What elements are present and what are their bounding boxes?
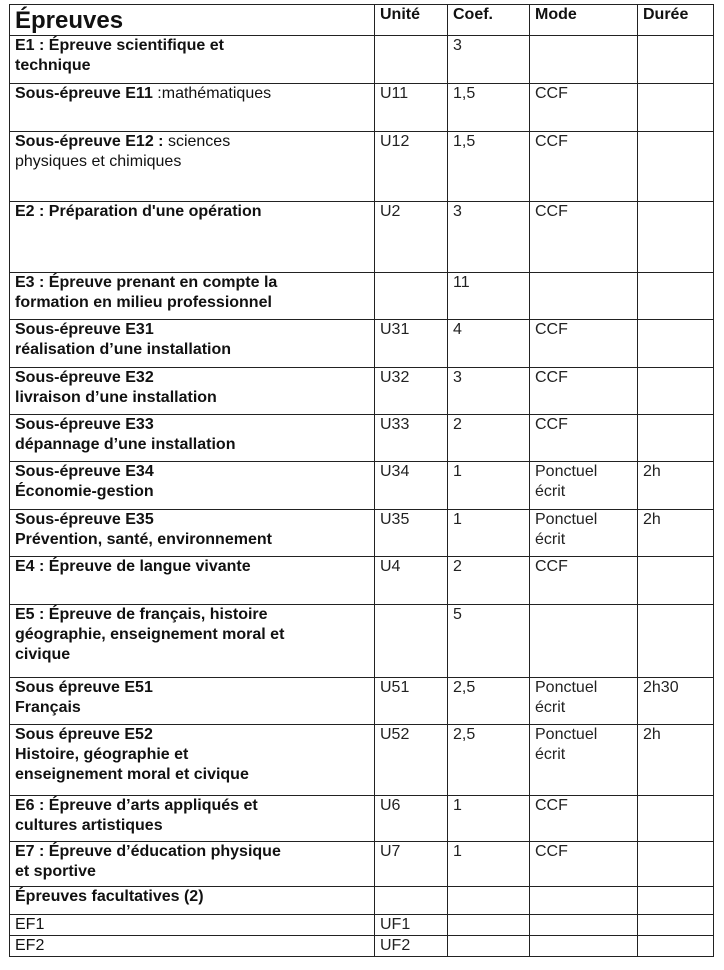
unite-cell: U7	[375, 842, 448, 887]
table-row	[10, 36, 714, 84]
header-mode: Mode	[530, 5, 638, 36]
duree-cell: 2h	[638, 725, 714, 796]
mode-cell: Ponctuel écrit	[530, 510, 638, 557]
mode-cell	[530, 915, 638, 936]
mode-cell: CCF	[530, 796, 638, 842]
coef-cell: 2,5	[448, 725, 530, 796]
table-row	[10, 915, 714, 936]
epreuve-cell: E6 : Épreuve d’arts appliqués et cultures artistiques	[10, 796, 375, 842]
table-row	[10, 320, 714, 368]
epreuve-cell: Sous-épreuve E34 Économie-gestion	[10, 462, 375, 510]
unite-cell: UF1	[375, 915, 448, 936]
table-row	[10, 725, 714, 796]
coef-cell: 5	[448, 605, 530, 678]
table-row	[10, 678, 714, 725]
header-duree: Durée	[638, 5, 714, 36]
header-unite: Unité	[375, 5, 448, 36]
epreuves-table	[9, 4, 714, 957]
unite-cell: U32	[375, 368, 448, 415]
table-row	[10, 462, 714, 510]
mode-cell: Ponctuel écrit	[530, 462, 638, 510]
unite-cell: U31	[375, 320, 448, 368]
mode-cell: CCF	[530, 842, 638, 887]
duree-cell: 2h	[638, 510, 714, 557]
duree-cell	[638, 415, 714, 462]
unite-cell	[375, 605, 448, 678]
unite-cell	[375, 273, 448, 320]
mode-cell: CCF	[530, 202, 638, 273]
mode-cell: CCF	[530, 557, 638, 605]
mode-cell: CCF	[530, 415, 638, 462]
mode-cell	[530, 605, 638, 678]
epreuve-cell: Épreuves facultatives (2)	[10, 887, 375, 915]
unite-cell: UF2	[375, 936, 448, 957]
table-row	[10, 202, 714, 273]
epreuve-cell: EF1	[10, 915, 375, 936]
coef-cell: 3	[448, 36, 530, 84]
coef-cell: 4	[448, 320, 530, 368]
coef-cell: 1	[448, 842, 530, 887]
mode-cell	[530, 273, 638, 320]
epreuve-cell: Sous-épreuve E35 Prévention, santé, environnement	[10, 510, 375, 557]
duree-cell: 2h30	[638, 678, 714, 725]
duree-cell	[638, 842, 714, 887]
table-row	[10, 605, 714, 678]
coef-cell: 2	[448, 415, 530, 462]
duree-cell	[638, 915, 714, 936]
epreuve-cell: E2 : Préparation d'une opération	[10, 202, 375, 273]
unite-cell: U12	[375, 132, 448, 202]
unite-cell: U51	[375, 678, 448, 725]
mode-cell: CCF	[530, 132, 638, 202]
unite-cell: U34	[375, 462, 448, 510]
mode-cell	[530, 936, 638, 957]
header-epreuves: Épreuves	[10, 5, 375, 36]
duree-cell	[638, 796, 714, 842]
epreuve-cell: E1 : Épreuve scientifique et technique	[10, 36, 375, 84]
epreuve-cell: E4 : Épreuve de langue vivante	[10, 557, 375, 605]
table-row	[10, 936, 714, 957]
epreuve-cell: Sous-épreuve E32 livraison d’une installation	[10, 368, 375, 415]
duree-cell	[638, 273, 714, 320]
unite-cell	[375, 887, 448, 915]
mode-cell	[530, 887, 638, 915]
table-row	[10, 84, 714, 132]
coef-cell: 1	[448, 510, 530, 557]
coef-cell: 2,5	[448, 678, 530, 725]
unite-cell: U6	[375, 796, 448, 842]
duree-cell	[638, 368, 714, 415]
duree-cell	[638, 202, 714, 273]
mode-cell: CCF	[530, 84, 638, 132]
unite-cell	[375, 36, 448, 84]
epreuve-cell: E5 : Épreuve de français, histoire géographie, enseignement moral et civique	[10, 605, 375, 678]
unite-cell: U52	[375, 725, 448, 796]
header-row	[10, 5, 714, 36]
coef-cell: 3	[448, 202, 530, 273]
duree-cell	[638, 36, 714, 84]
table-row	[10, 510, 714, 557]
coef-cell: 1	[448, 796, 530, 842]
epreuve-cell: E7 : Épreuve d’éducation physique et sportive	[10, 842, 375, 887]
coef-cell	[448, 915, 530, 936]
coef-cell	[448, 887, 530, 915]
table-row	[10, 796, 714, 842]
epreuve-cell: Sous-épreuve E33 dépannage d’une installation	[10, 415, 375, 462]
table-row	[10, 415, 714, 462]
coef-cell: 1,5	[448, 132, 530, 202]
table-row	[10, 273, 714, 320]
duree-cell	[638, 605, 714, 678]
header-coef: Coef.	[448, 5, 530, 36]
epreuve-cell: Sous épreuve E52 Histoire, géographie et enseignement moral et civique	[10, 725, 375, 796]
duree-cell	[638, 557, 714, 605]
mode-cell: Ponctuel écrit	[530, 725, 638, 796]
unite-cell: U4	[375, 557, 448, 605]
mode-cell: CCF	[530, 320, 638, 368]
epreuve-cell: Sous épreuve E51 Français	[10, 678, 375, 725]
mode-cell: CCF	[530, 368, 638, 415]
table-row	[10, 842, 714, 887]
coef-cell: 11	[448, 273, 530, 320]
epreuve-cell: Sous-épreuve E11 :mathématiques	[10, 84, 375, 132]
unite-cell: U11	[375, 84, 448, 132]
mode-cell: Ponctuel écrit	[530, 678, 638, 725]
duree-cell	[638, 132, 714, 202]
epreuve-cell: EF2	[10, 936, 375, 957]
epreuve-cell: Sous-épreuve E31 réalisation d’une installation	[10, 320, 375, 368]
epreuve-cell: E3 : Épreuve prenant en compte la formation en milieu professionnel	[10, 273, 375, 320]
coef-cell: 2	[448, 557, 530, 605]
coef-cell: 3	[448, 368, 530, 415]
unite-cell: U2	[375, 202, 448, 273]
duree-cell	[638, 320, 714, 368]
coef-cell: 1	[448, 462, 530, 510]
epreuve-cell: Sous-épreuve E12 : sciences physiques et chimiques	[10, 132, 375, 202]
table-row	[10, 368, 714, 415]
unite-cell: U33	[375, 415, 448, 462]
duree-cell	[638, 887, 714, 915]
table-row	[10, 557, 714, 605]
duree-cell	[638, 84, 714, 132]
table-row	[10, 887, 714, 915]
coef-cell	[448, 936, 530, 957]
duree-cell	[638, 936, 714, 957]
table-row	[10, 132, 714, 202]
mode-cell	[530, 36, 638, 84]
coef-cell: 1,5	[448, 84, 530, 132]
unite-cell: U35	[375, 510, 448, 557]
duree-cell: 2h	[638, 462, 714, 510]
